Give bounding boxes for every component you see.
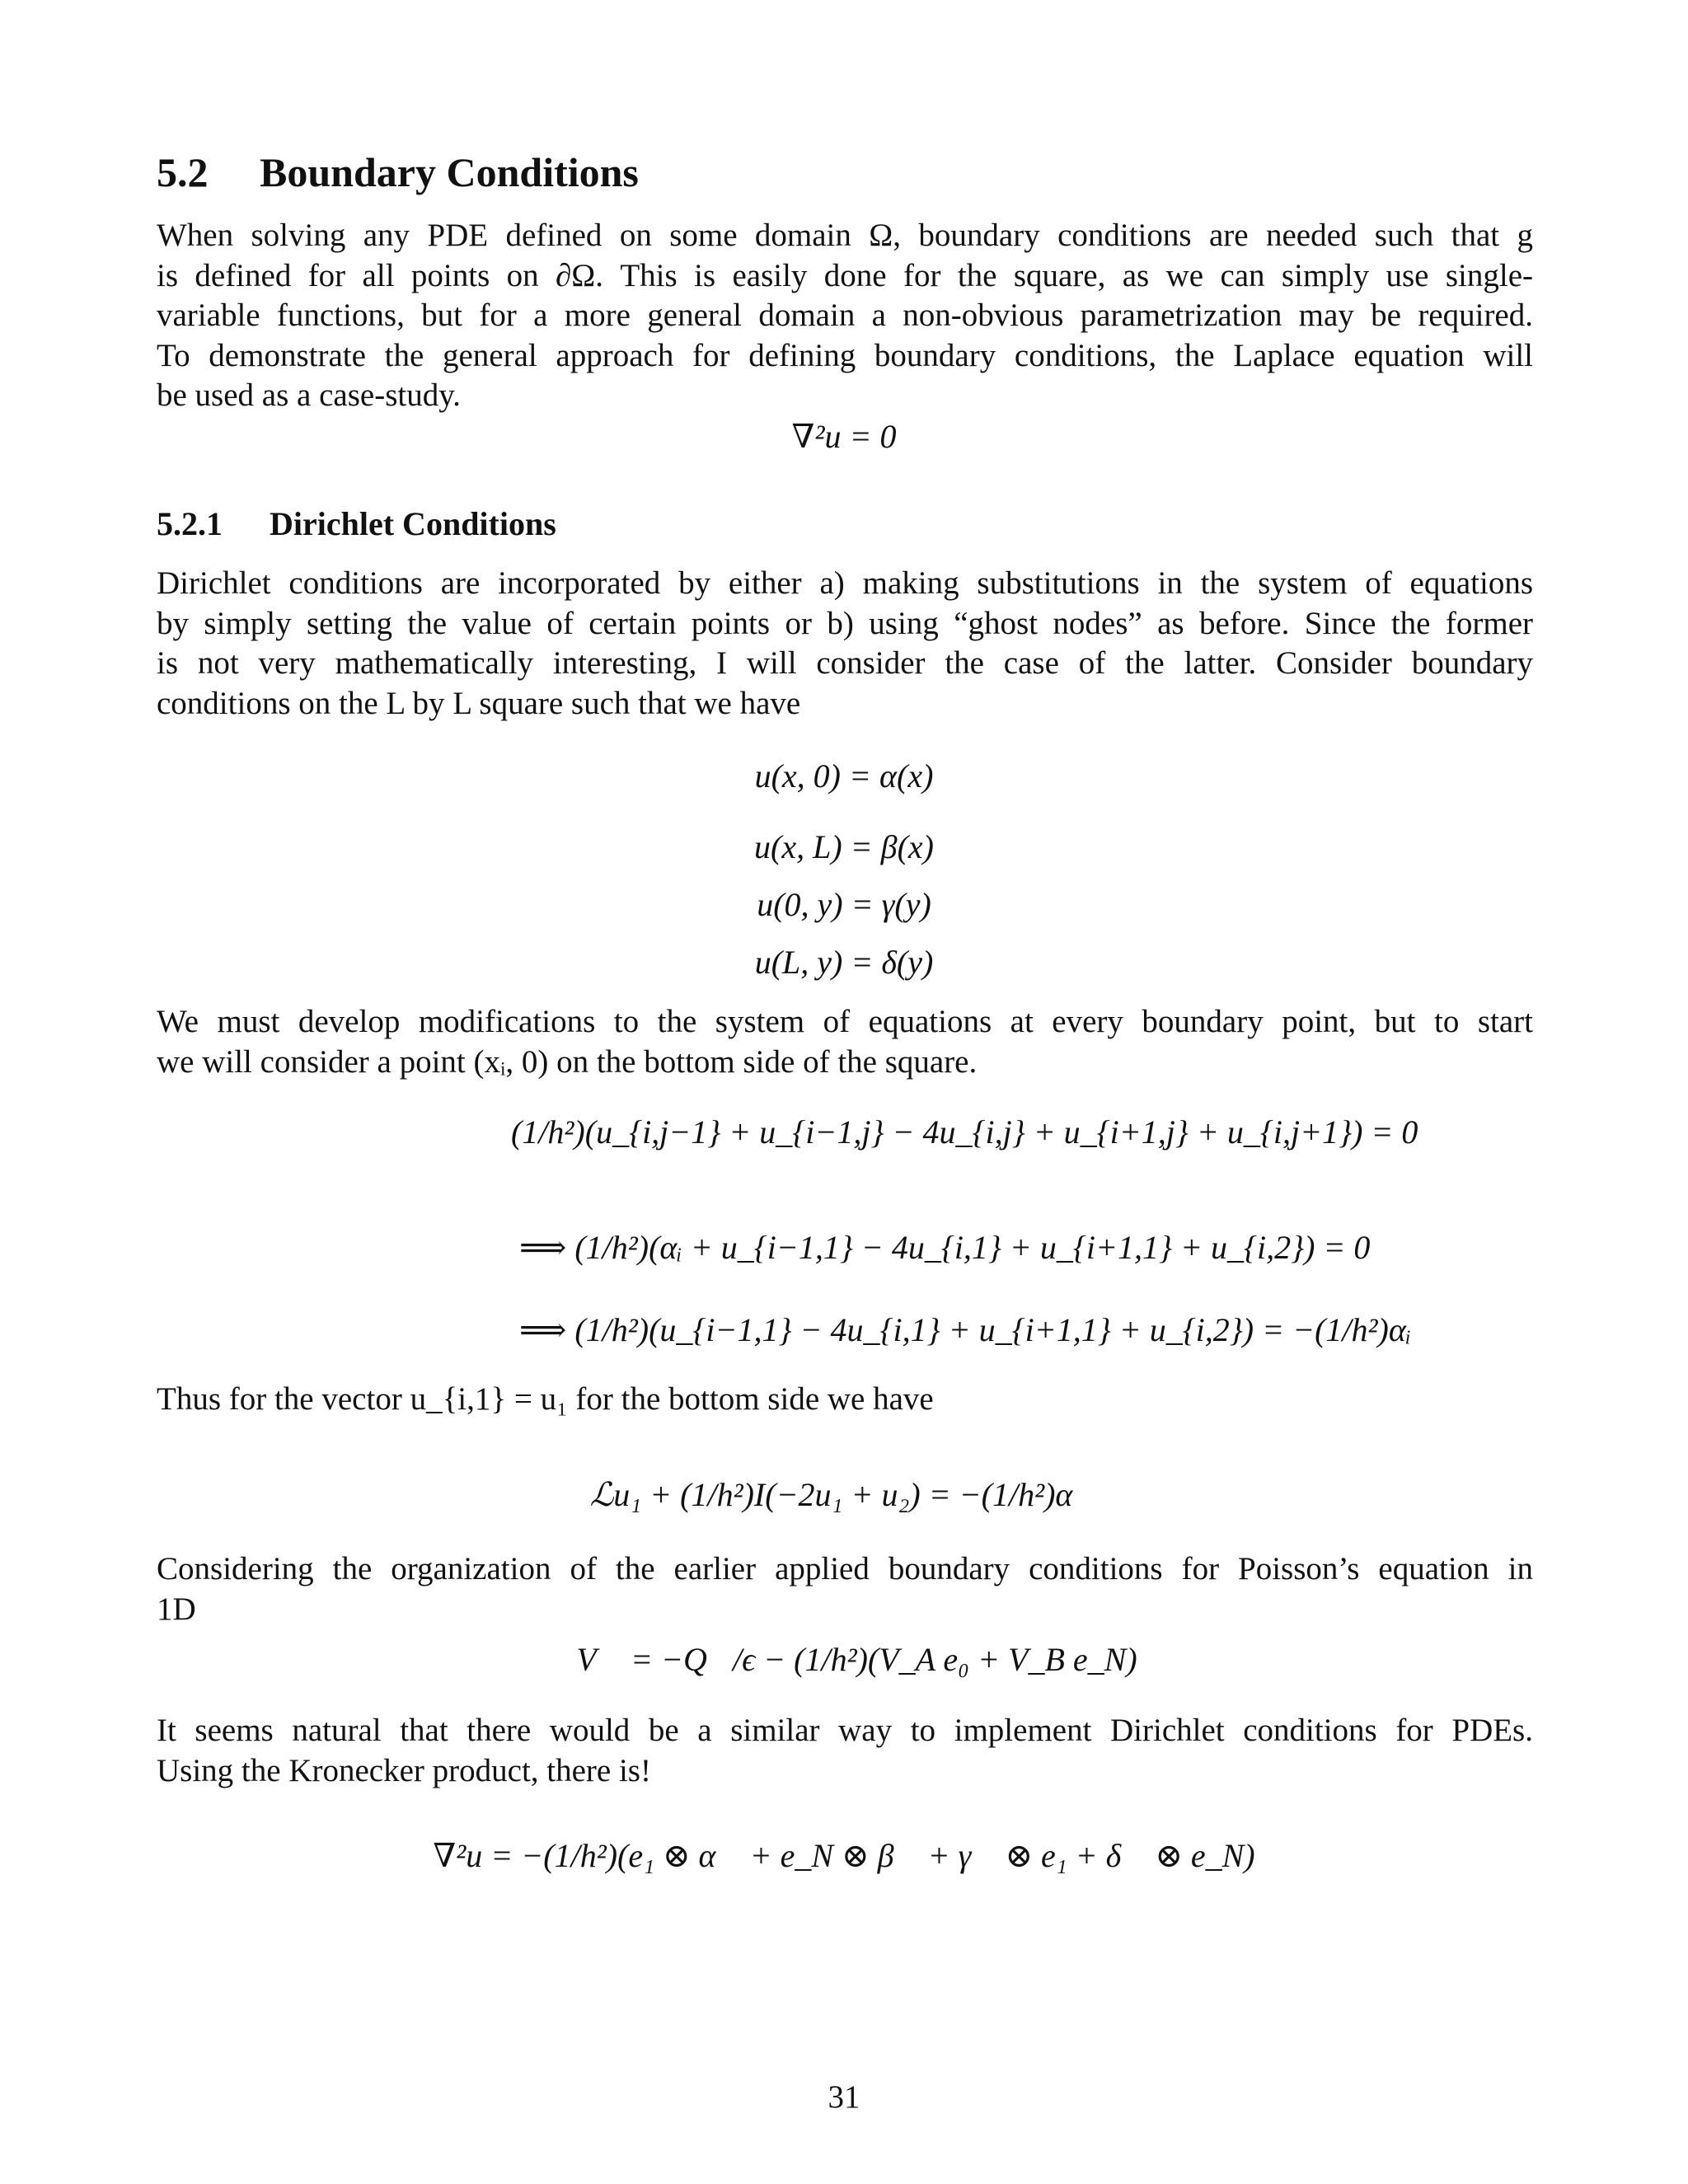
text-line: It seems natural that there would be a similar way to implement Dirichlet conditions for PDEs. (157, 1713, 1533, 1748)
text-line: conditions on the L by L square such that we have (157, 685, 801, 721)
text-line: we will consider a point (xᵢ, 0) on the bottom side of the square. (157, 1043, 978, 1080)
boundary-condition-4: u(L, y) = δ(y) (754, 944, 934, 981)
text-line: is defined for all points on ∂Ω. This is easily done for the square, as we can simply use single- (157, 257, 1533, 293)
paragraph-intro (157, 216, 1533, 416)
equation-kronecker: ∇²u = −(1/h²)(e₁ ⊗ α⃗ + e_N ⊗ β⃗ + γ⃗ ⊗ e₁ + δ⃗ ⊗ e_N) (433, 1837, 1255, 1874)
derivation-step-1: (1/h²)(u_{i,j−1} + u_{i−1,j} − 4u_{i,j} + u_{i+1,j} + u_{i,j+1}) = 0 (511, 1113, 1418, 1151)
paragraph-vector (157, 1380, 1533, 1420)
boundary-condition-3: u(0, y) = γ(y) (757, 886, 931, 923)
derivation-step-2: ⟹ (1/h²)(αᵢ + u_{i−1,1} − 4u_{i,1} + u_{i+1,1} + u_{i,2}) = 0 (519, 1229, 1371, 1266)
paragraph-kronecker (157, 1711, 1533, 1791)
text-line: is not very mathematically interesting, I will consider the case of the latter. Consider boundary (157, 645, 1533, 681)
section-title: Boundary Conditions (260, 149, 639, 195)
page-number: 31 (828, 2079, 860, 2115)
derivation-step-3: ⟹ (1/h²)(u_{i−1,1} − 4u_{i,1} + u_{i+1,1} + u_{i,2}) = −(1/h²)αᵢ (519, 1311, 1412, 1348)
text-line: variable functions, but for a more general domain a non-obvious parametrization may be required. (157, 298, 1533, 333)
paragraph-dirichlet (157, 564, 1533, 724)
subsection-number: 5.2.1 (157, 505, 223, 542)
text-line: When solving any PDE defined on some domain Ω, boundary conditions are needed such that g (157, 218, 1533, 253)
boundary-condition-2: u(x, L) = β(x) (754, 828, 934, 865)
subsection-heading (157, 504, 556, 543)
boundary-condition-1: u(x, 0) = α(x) (754, 757, 934, 794)
equation-bottom-side: ℒu₁ + (1/h²)I(−2u₁ + u₂) = −(1/h²)α⃗ (589, 1476, 1099, 1513)
paragraph-modifications (157, 1002, 1533, 1082)
text-line: Considering the organization of the earlier applied boundary conditions for Poisson’s equation in (157, 1551, 1533, 1586)
text-line: by simply setting the value of certain points or b) using “ghost nodes” as before. Since the former (157, 605, 1533, 641)
subsection-title: Dirichlet Conditions (270, 505, 556, 542)
text-line: Thus for the vector u_{i,1} = u₁ for the bottom side we have (157, 1381, 934, 1417)
section-heading (157, 148, 639, 196)
text-line: We must develop modifications to the system of equations at every boundary point, but to start (157, 1004, 1533, 1039)
text-line: 1D (157, 1591, 196, 1627)
text-line: be used as a case-study. (157, 377, 461, 413)
paragraph-poisson (157, 1549, 1533, 1629)
text-line: Dirichlet conditions are incorporated by either a) making substitutions in the system of equations (157, 565, 1533, 601)
text-line: To demonstrate the general approach for defining boundary conditions, the Laplace equation will (157, 337, 1533, 373)
text-line: Using the Kronecker product, there is! (157, 1752, 651, 1788)
equation-poisson-1d: ℒV⃗ = −Q⃗/ϵ − (1/h²)(V_A e₀ + V_B e_N) (551, 1641, 1137, 1678)
section-number: 5.2 (157, 149, 209, 195)
equation-laplace: ∇²u = 0 (791, 418, 897, 455)
